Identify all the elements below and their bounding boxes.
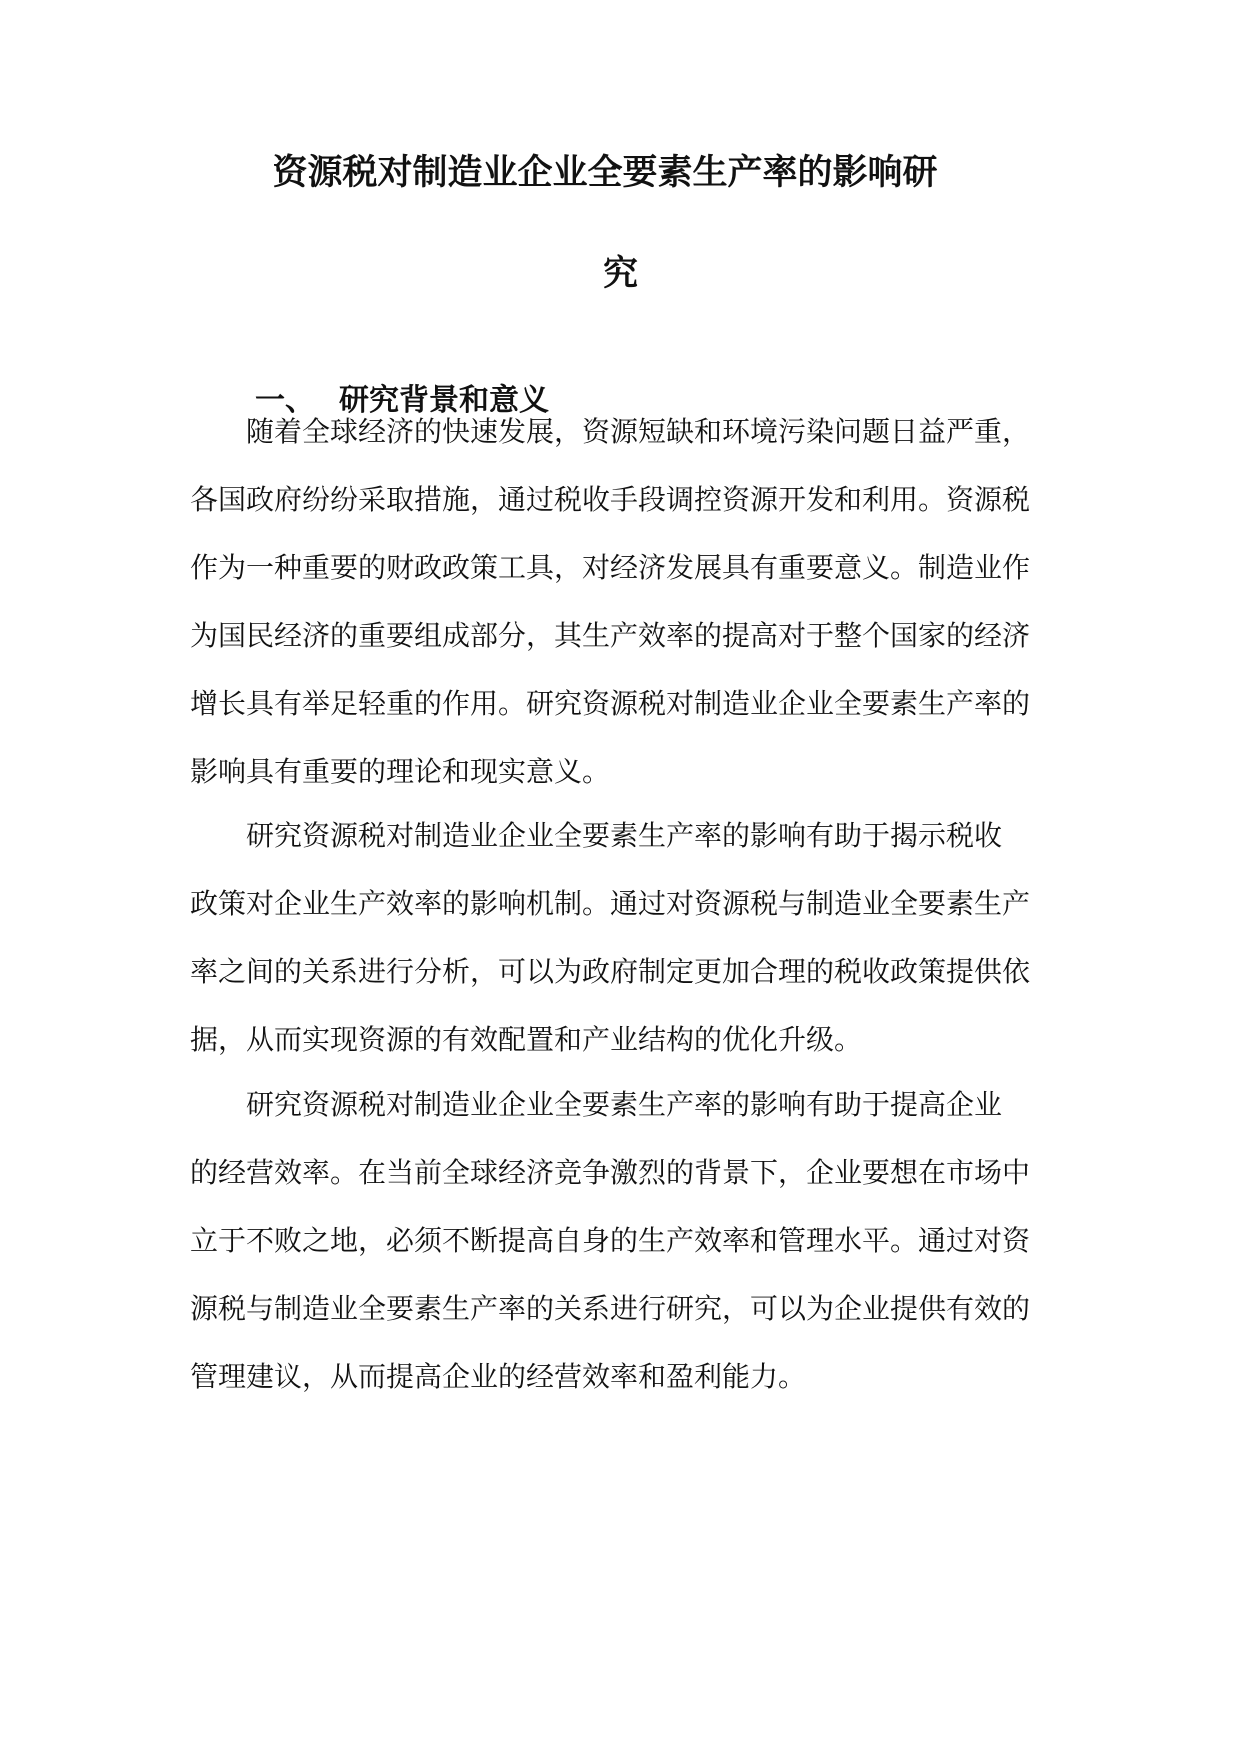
- paragraph-line: 率之间的关系进行分析，可以为政府制定更加合理的税收政策提供依: [190, 955, 1031, 988]
- paragraph-line: 研究资源税对制造业企业全要素生产率的影响有助于提高企业: [246, 1088, 1003, 1121]
- paragraph-line: 作为一种重要的财政政策工具，对经济发展具有重要意义。制造业作: [190, 551, 1031, 584]
- section-heading-text: 研究背景和意义: [339, 383, 549, 418]
- paragraph-line: 研究资源税对制造业企业全要素生产率的影响有助于揭示税收: [246, 819, 1003, 852]
- section-number: 一、: [255, 383, 315, 418]
- paragraph-line: 为国民经济的重要组成部分，其生产效率的提高对于整个国家的经济: [190, 619, 1031, 652]
- document-title-line-2: 究: [602, 254, 638, 294]
- paragraph-line: 各国政府纷纷采取措施，通过税收手段调控资源开发和利用。资源税: [190, 483, 1031, 516]
- paragraph-line: 管理建议，从而提高企业的经营效率和盈利能力。: [190, 1360, 807, 1393]
- paragraph-line: 随着全球经济的快速发展，资源短缺和环境污染问题日益严重，: [246, 415, 1031, 448]
- paragraph-line: 源税与制造业全要素生产率的关系进行研究，可以为企业提供有效的: [190, 1292, 1031, 1325]
- paragraph-line: 政策对企业生产效率的影响机制。通过对资源税与制造业全要素生产: [190, 887, 1031, 920]
- paragraph-line: 增长具有举足轻重的作用。研究资源税对制造业企业全要素生产率的: [190, 687, 1031, 720]
- paragraph-line: 立于不败之地，必须不断提高自身的生产效率和管理水平。通过对资: [190, 1224, 1031, 1257]
- document-title-line-1: 资源税对制造业企业全要素生产率的影响研: [272, 153, 938, 193]
- paragraph-line: 影响具有重要的理论和现实意义。: [190, 755, 611, 788]
- paragraph-line: 的经营效率。在当前全球经济竞争激烈的背景下，企业要想在市场中: [190, 1156, 1031, 1189]
- paragraph-line: 据，从而实现资源的有效配置和产业结构的优化升级。: [190, 1023, 863, 1056]
